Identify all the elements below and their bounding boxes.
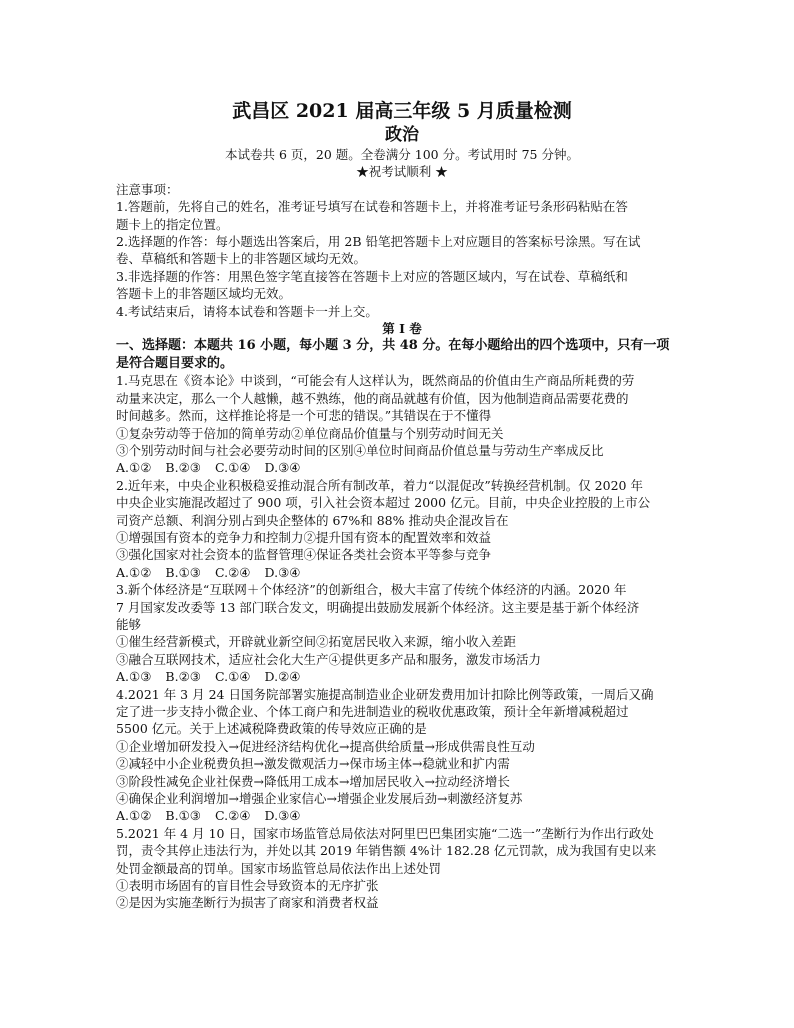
section-title-line: 是符合题目要求的。 xyxy=(116,355,234,371)
question-line: 能够 xyxy=(116,616,142,632)
notes-line: 答题卡上的非答题区域均无效。 xyxy=(116,286,292,302)
question-4 xyxy=(116,686,688,825)
question-line: 5.2021 年 4 月 10 日，国家市场监管总局依法对阿里巴巴集团实施“二选一”垄断行为作出行政处 xyxy=(116,825,654,841)
question-line: 4.2021 年 3 月 24 日国务院部署实施提高制造业企业研发费用加计扣除比例等政策，一周后又确 xyxy=(116,686,654,702)
question-line: 2.近年来，中央企业积极稳妥推动混合所有制改革，着力“以混促改”转换经营机制。仅 2020 年 xyxy=(116,477,643,493)
question-line: 5500 亿元。关于上述减税降费政策的传导效应正确的是 xyxy=(116,721,427,737)
question-line: ③强化国家对社会资本的监督管理④保证各类社会资本平等参与竞争 xyxy=(116,547,492,563)
question-line: 3.新个体经济是“互联网＋个体经济”的创新组合，极大丰富了传统个体经济的内涵。2020 年 xyxy=(116,582,627,598)
question-line: 1.马克思在《资本论》中谈到，“可能会有人这样认为，既然商品的价值由生产商品所耗费的劳 xyxy=(116,373,635,389)
question-line: ①催生经营新模式，开辟就业新空间②拓宽居民收入来源，缩小收入差距 xyxy=(116,634,517,650)
exam-title: 武昌区 2021 届高三年级 5 月质量检测 xyxy=(232,100,572,122)
question-line: ①表明市场固有的盲目性会导致资本的无序扩张 xyxy=(116,878,379,894)
question-1 xyxy=(116,372,688,476)
notes-heading: 注意事项： xyxy=(116,181,179,197)
option-b: B.①③ xyxy=(165,808,201,824)
notes-line: 卷、草稿纸和答题卡上的非答题区域均无效。 xyxy=(116,251,367,267)
option-d: D.③④ xyxy=(264,564,301,580)
question-line: ①复杂劳动等于倍加的简单劳动②单位商品价值量与个别劳动时间无关 xyxy=(116,425,504,441)
option-c: C.①④ xyxy=(215,669,251,685)
answer-options xyxy=(116,459,688,476)
question-line: ③阶段性减免企业社保费→降低用工成本→增加居民收入→拉动经济增长 xyxy=(116,773,510,789)
exam-page xyxy=(116,92,688,912)
question-line: 定了进一步支持小微企业、个体工商户和先进制造业的税收优惠政策，预计全年新增减税超过 xyxy=(116,704,629,719)
answer-options xyxy=(116,807,688,824)
section-one-title xyxy=(116,337,688,372)
option-a: A.①② xyxy=(116,460,152,476)
option-b: B.②③ xyxy=(165,460,201,476)
option-a: A.①② xyxy=(116,564,152,580)
option-a: A.①② xyxy=(116,808,152,824)
option-c: C.①④ xyxy=(215,460,251,476)
notes-line: 4.考试结束后，请将本试卷和答题卡一并上交。 xyxy=(116,303,378,319)
question-line: ②是因为实施垄断行为损害了商家和消费者权益 xyxy=(116,895,379,911)
question-line: ③融合互联网技术，适应社会化大生产④提供更多产品和服务，激发市场活力 xyxy=(116,651,542,667)
section-title-line: 一、选择题：本题共 16 小题，每小题 3 分，共 48 分。在每小题给出的四个选项中，只有一项 xyxy=(116,338,670,354)
option-d: D.③④ xyxy=(264,460,301,476)
option-b: B.①③ xyxy=(165,564,201,580)
question-line: ①企业增加研发投入→促进经济结构优化→提高供给质量→形成供需良性互动 xyxy=(116,738,535,754)
option-a: A.①③ xyxy=(116,669,152,685)
option-d: D.②④ xyxy=(264,669,301,685)
notes-line: 题卡上的指定位置。 xyxy=(116,216,229,232)
subject-title: 政治 xyxy=(385,125,419,145)
question-line: 时间越多。然而，这样推论将是一个可悲的错误。”其错误在于不懂得 xyxy=(116,408,492,424)
question-line: ②减轻中小企业税费负担→激发微观活力→保市场主体→稳就业和扩内需 xyxy=(116,756,510,772)
question-line: 7 月国家发改委等 13 部门联合发文，明确提出鼓励发展新个体经济。这主要是基于新个体经济 xyxy=(116,599,640,615)
question-line: 处罚金额最高的罚单。国家市场监管总局依法作出上述处罚 xyxy=(116,860,442,876)
question-line: 动量来决定，那么一个人越懒，越不熟练，他的商品就越有价值，因为他制造商品需要花费的 xyxy=(116,390,629,406)
question-line: ①增强国有资本的竞争力和控制力②提升国有资本的配置效率和效益 xyxy=(116,529,492,545)
answer-options xyxy=(116,564,688,581)
option-c: C.②④ xyxy=(215,808,251,824)
option-d: D.③④ xyxy=(264,808,301,824)
notes-section xyxy=(116,181,688,320)
answer-options xyxy=(116,668,688,685)
question-2 xyxy=(116,477,688,581)
question-5 xyxy=(116,825,688,912)
question-line: ③个别劳动时间与社会必要劳动时间的区别④单位时间商品价值总量与劳动生产率成反比 xyxy=(116,442,604,458)
option-b: B.②③ xyxy=(165,669,201,685)
question-line: ④确保企业利润增加→增强企业家信心→增强企业发展后劲→刺激经济复苏 xyxy=(116,791,523,807)
question-line: 司资产总额、利润分别占到央企整体的 67%和 88% 推动央企混改旨在 xyxy=(116,512,509,528)
question-line: 中央企业实施混改超过了 900 项，引入社会资本超过 2000 亿元。目前，中央企业控股的上市公 xyxy=(116,495,651,511)
exam-wish: ★祝考试顺利 ★ xyxy=(356,164,448,180)
question-line: 罚，责令其停止违法行为，并处以其 2019 年销售额 4%计 182.28 亿元罚款，成为我国有史以来 xyxy=(116,843,657,859)
volume-title: 第 I 卷 xyxy=(382,321,422,337)
question-3 xyxy=(116,581,688,685)
option-c: C.②④ xyxy=(215,564,251,580)
notes-line: 3.非选择题的作答：用黑色签字笔直接答在答题卡上对应的答题区域内，写在试卷、草稿纸和 xyxy=(116,268,628,284)
exam-info: 本试卷共 6 页，20 题。全卷满分 100 分。考试用时 75 分钟。 xyxy=(225,147,579,162)
notes-line: 2.选择题的作答：每小题选出答案后，用 2B 铅笔把答题卡上对应题目的答案标号涂黑。写在试 xyxy=(116,234,641,250)
notes-line: 1.答题前，先将自己的姓名，准考证号填写在试卷和答题卡上，并将准考证号条形码粘贴在答 xyxy=(116,199,628,215)
